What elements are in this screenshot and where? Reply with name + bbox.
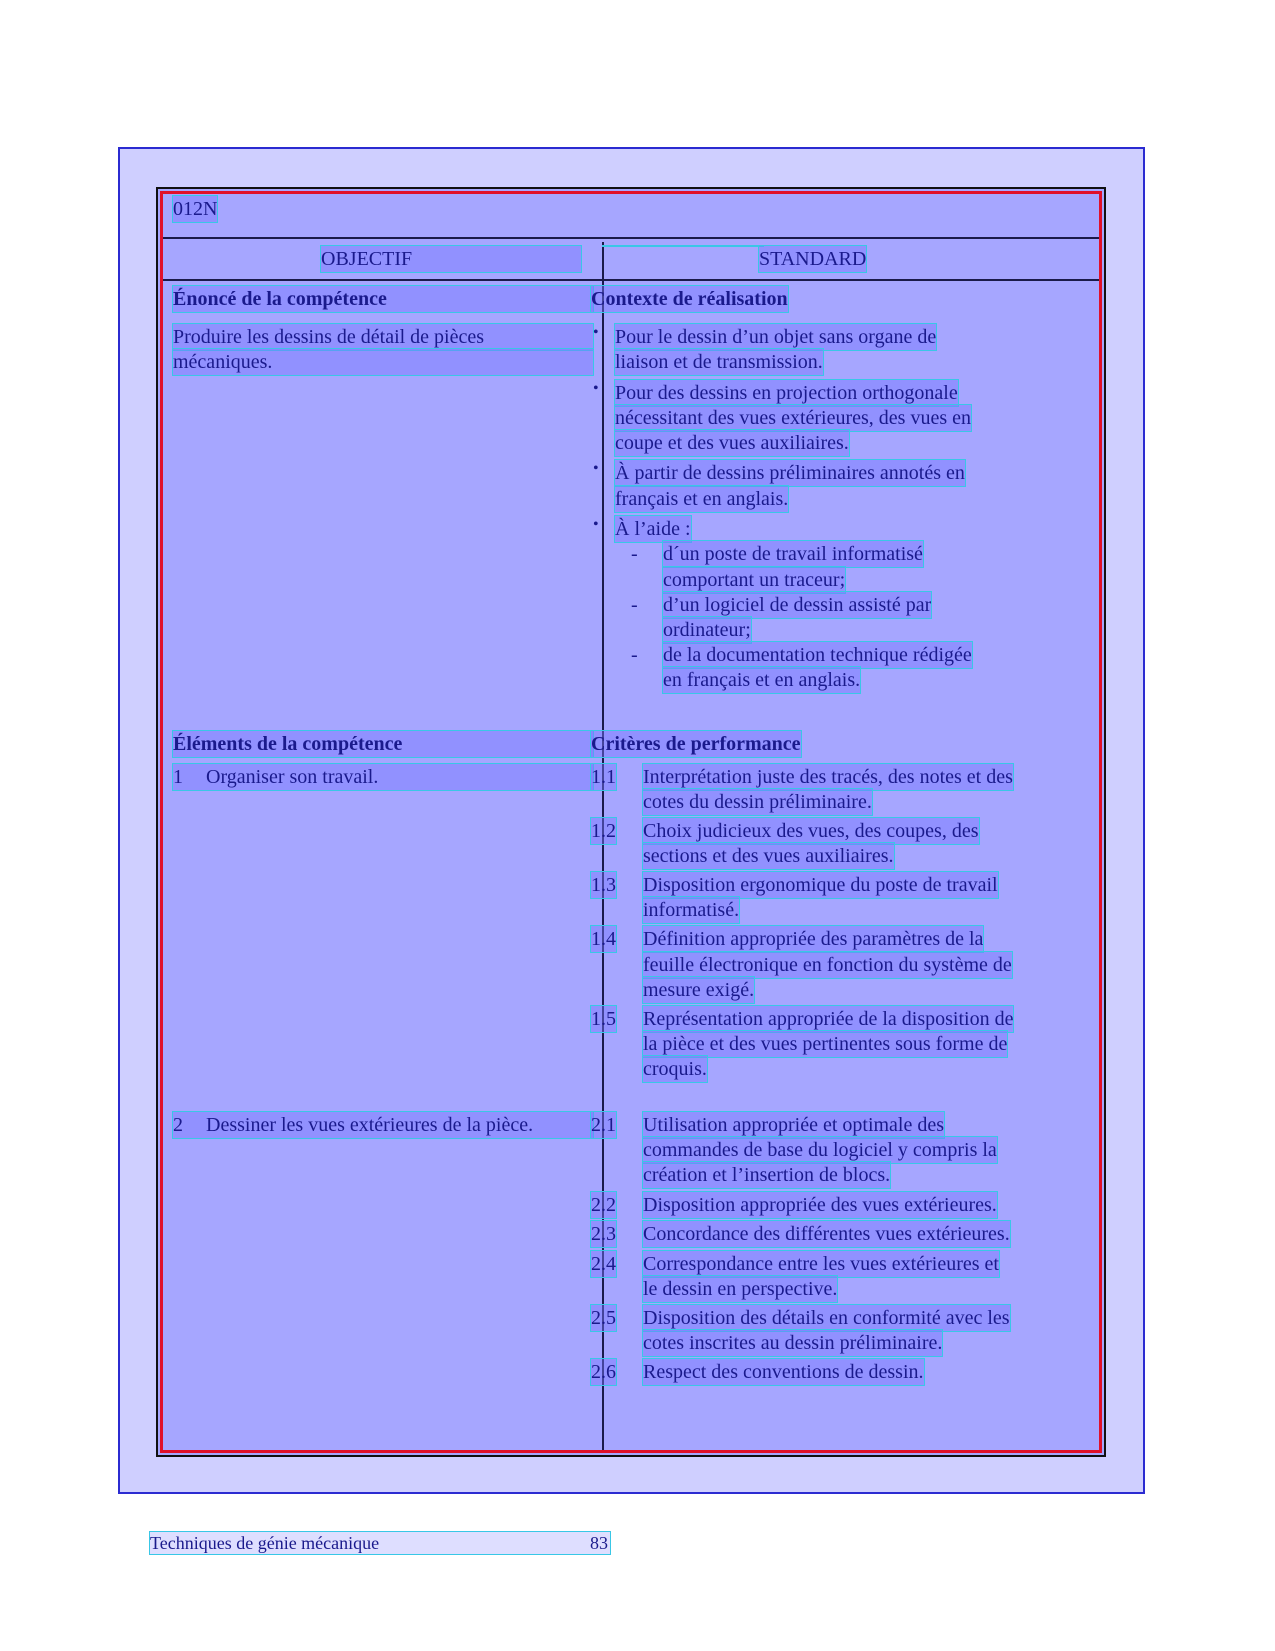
contexte-item-4-line-1: À l’aide : bbox=[615, 518, 691, 540]
program-code: 012N bbox=[173, 198, 218, 220]
critere-number: 1.1 bbox=[591, 766, 616, 788]
critere-2-4-line-1: Correspondance entre les vues extérieures et bbox=[643, 1253, 999, 1275]
column-header-standard: STANDARD bbox=[759, 248, 867, 270]
critere-1-1-line-1: Interprétation juste des tracés, des notes et des bbox=[643, 766, 1013, 788]
critere-1-5-line-2: la pièce et des vues pertinentes sous forme de bbox=[643, 1033, 1008, 1055]
page-footer bbox=[150, 1532, 610, 1554]
element-item-2 bbox=[173, 1112, 593, 1138]
dash-icon: - bbox=[631, 543, 638, 565]
element-number: 2 bbox=[173, 1114, 183, 1136]
subitem-3-line-2: en français et en anglais. bbox=[663, 669, 861, 691]
columns-rule bbox=[163, 279, 1099, 281]
critere-1-4-line-1: Définition appropriée des paramètres de la bbox=[643, 928, 984, 950]
critere-1-5-line-1: Représentation appropriée de la disposition de bbox=[643, 1008, 1014, 1030]
bullet-icon: • bbox=[593, 460, 599, 477]
critere-2-6-line-1: Respect des conventions de dessin. bbox=[643, 1361, 924, 1383]
element-number: 1 bbox=[173, 766, 183, 788]
contexte-item-2-line-3: coupe et des vues auxiliaires. bbox=[615, 432, 849, 454]
critere-number: 2.3 bbox=[591, 1223, 616, 1245]
subitem-2-line-1: d’un logiciel de dessin assisté par bbox=[663, 594, 932, 616]
bullet-icon: • bbox=[593, 380, 599, 397]
critere-1-3-line-2: informatisé. bbox=[643, 899, 740, 921]
contexte-heading: Contexte de réalisation bbox=[591, 288, 788, 310]
page-number: 83 bbox=[590, 1533, 608, 1553]
contexte-item-3-line-2: français et en anglais. bbox=[615, 488, 789, 510]
critere-1-4-line-2: feuille électronique en fonction du système de bbox=[643, 954, 1012, 976]
column-header-objectif: OBJECTIF bbox=[321, 246, 581, 272]
element-text: Dessiner les vues extérieures de la pièce. bbox=[206, 1114, 534, 1136]
contexte-item-3-line-1: À partir de dessins préliminaires annotés en bbox=[615, 462, 965, 484]
elements-heading: Éléments de la compétence bbox=[173, 731, 593, 757]
critere-2-5-line-1: Disposition des détails en conformité avec les bbox=[643, 1307, 1010, 1329]
critere-2-1-line-2: commandes de base du logiciel y compris la bbox=[643, 1139, 997, 1161]
critere-number: 2.1 bbox=[591, 1114, 616, 1136]
critere-number: 2.5 bbox=[591, 1307, 616, 1329]
subitem-1-line-1: d´un poste de travail informatisé bbox=[663, 543, 923, 565]
critere-2-2-line-1: Disposition appropriée des vues extérieures. bbox=[643, 1194, 997, 1216]
element-item-1 bbox=[173, 764, 593, 790]
critere-2-1-line-1: Utilisation appropriée et optimale des bbox=[643, 1114, 945, 1136]
critere-number: 2.2 bbox=[591, 1194, 616, 1216]
header-rule bbox=[163, 237, 1099, 239]
bullet-icon: • bbox=[593, 324, 599, 341]
criteres-heading: Critères de performance bbox=[591, 733, 801, 755]
critere-1-4-line-3: mesure exigé. bbox=[643, 979, 755, 1001]
critere-1-2-line-2: sections et des vues auxiliaires. bbox=[643, 845, 894, 867]
critere-2-1-line-3: création et l’insertion de blocs. bbox=[643, 1164, 891, 1186]
critere-1-1-line-2: cotes du dessin préliminaire. bbox=[643, 791, 872, 813]
footer-title: Techniques de génie mécanique bbox=[150, 1533, 380, 1553]
dash-icon: - bbox=[631, 644, 638, 666]
contexte-item-1-line-1: Pour le dessin d’un objet sans organe de bbox=[615, 326, 937, 348]
contexte-item-2-line-2: nécessitant des vues extérieures, des vues en bbox=[615, 407, 971, 429]
critere-1-5-line-3: croquis. bbox=[643, 1058, 707, 1080]
critere-number: 2.4 bbox=[591, 1253, 616, 1275]
competency-table bbox=[156, 187, 1106, 1457]
dash-icon: - bbox=[631, 594, 638, 616]
element-text: Organiser son travail. bbox=[206, 766, 379, 788]
critere-1-2-line-1: Choix judicieux des vues, des coupes, des bbox=[643, 820, 979, 842]
subitem-2-line-2: ordinateur; bbox=[663, 619, 751, 641]
critere-2-4-line-2: le dessin en perspective. bbox=[643, 1278, 838, 1300]
critere-2-5-line-2: cotes inscrites au dessin préliminaire. bbox=[643, 1332, 943, 1354]
enonce-line-2: mécaniques. bbox=[173, 349, 593, 375]
critere-1-3-line-1: Disposition ergonomique du poste de travail bbox=[643, 874, 998, 896]
enonce-line-1: Produire les dessins de détail de pièces bbox=[173, 324, 593, 350]
subitem-1-line-2: comportant un traceur; bbox=[663, 569, 846, 591]
critere-number: 1.4 bbox=[591, 928, 616, 950]
enonce-heading: Énoncé de la compétence bbox=[173, 286, 593, 312]
contexte-item-2-line-1: Pour des dessins en projection orthogonale bbox=[615, 382, 958, 404]
table-border bbox=[160, 191, 1102, 1453]
subitem-3-line-1: de la documentation technique rédigée bbox=[663, 644, 972, 666]
critere-2-3-line-1: Concordance des différentes vues extérieures. bbox=[643, 1223, 1010, 1245]
critere-number: 2.6 bbox=[591, 1361, 616, 1383]
bullet-icon: • bbox=[593, 516, 599, 533]
contexte-item-1-line-2: liaison et de transmission. bbox=[615, 351, 823, 373]
critere-number: 1.5 bbox=[591, 1008, 616, 1030]
critere-number: 1.3 bbox=[591, 874, 616, 896]
critere-number: 1.2 bbox=[591, 820, 616, 842]
